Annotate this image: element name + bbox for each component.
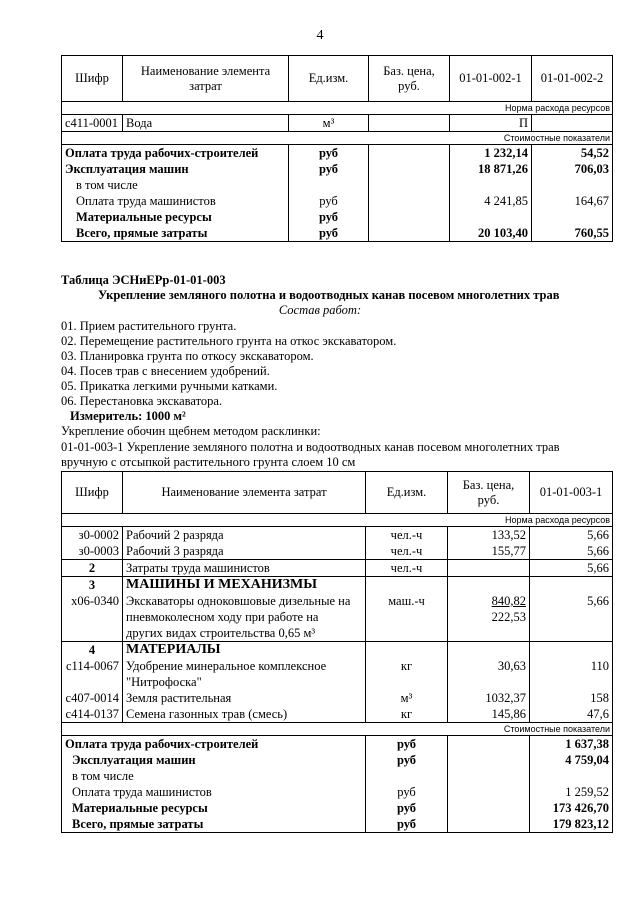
work-item: 06. Перестановка экскаватора. (61, 394, 223, 408)
table-row: Оплата труда рабочих-строителей руб 1 637,38 (62, 736, 613, 753)
composition-title: Состав работ: (278, 303, 362, 317)
table-row: Материальные ресурсы руб 173 426,70 (62, 800, 613, 816)
table-row: с407-0014 Земля растительная м³ 1032,37 158 (62, 690, 613, 706)
measure-unit: Измеритель: 1000 м² (70, 409, 186, 423)
slope-line: Укрепление обочин щебнем методом расклинки: (61, 424, 321, 438)
table-subtitle: Укрепление земляного полотна и водоотводных канав посевом многолетних трав (98, 288, 560, 302)
section-row: 4 МАТЕРИАЛЫ (62, 642, 613, 659)
cost-band: Стоимостные показатели (62, 723, 613, 736)
table-row: з0-0002 Рабочий 2 разряда чел.-ч 133,52 5,66 (62, 527, 613, 544)
header-price: Баз. цена, руб. (369, 56, 450, 102)
table-row: с414-0137 Семена газонных трав (смесь) кг 145,86 47,6 (62, 706, 613, 723)
header-unit: Ед.изм. (289, 56, 369, 102)
norm-band: Норма расхода ресурсов (62, 514, 613, 527)
table-row: Эксплуатация машин руб 18 871,26 706,03 (62, 161, 613, 177)
header-code: Шифр (62, 472, 123, 514)
table-row: в том числе (62, 768, 613, 784)
table-row: х06-0340 Экскаваторы одноковшовые дизельные на пневмоколесном ходу при работе на других видах строительства 0,65 м³ маш.-ч 840,82 222,53 5,66 (62, 593, 613, 642)
table-row: з0-0003 Рабочий 3 разряда чел.-ч 155,77 5,66 (62, 543, 613, 560)
work-item: 04. Посев трав с внесением удобрений. (61, 364, 270, 378)
table-row: 2 Затраты труда машинистов чел.-ч 5,66 (62, 560, 613, 577)
header-name: Наименование элемента затрат (123, 56, 289, 102)
norm-band: Норма расхода ресурсов (62, 102, 613, 115)
table-header (62, 56, 613, 102)
table-header (62, 472, 613, 514)
table-row: Всего, прямые затраты руб 20 103,40 760,55 (62, 225, 613, 242)
work-item: 03. Планировка грунта по откосу экскаватором. (61, 349, 314, 363)
header-col-2: 01-01-002-2 (532, 56, 613, 102)
table-row: Материальные ресурсы руб (62, 209, 613, 225)
section-row: 3 МАШИНЫ И МЕХАНИЗМЫ (62, 577, 613, 594)
header-unit: Ед.изм. (366, 472, 448, 514)
header-col-1: 01-01-002-1 (450, 56, 532, 102)
table-row: с411-0001 Вода м³ П (62, 115, 613, 132)
cost-band: Стоимостные показатели (62, 132, 613, 145)
table-row: Оплата труда машинистов руб 4 241,85 164,67 (62, 193, 613, 209)
header-col-1: 01-01-003-1 (530, 472, 613, 514)
item-line: 01-01-003-1 Укрепление земляного полотна и водоотводных канав посевом многолетних трав (61, 440, 560, 454)
item-line: вручную с отсыпкой растительного грунта слоем 10 см (61, 455, 356, 469)
table-row: Оплата труда рабочих-строителей руб 1 232,14 54,52 (62, 145, 613, 162)
work-item: 01. Прием растительного грунта. (61, 319, 237, 333)
header-price: Баз. цена, руб. (448, 472, 530, 514)
work-item: 02. Перемещение растительного грунта на откос экскаватором. (61, 334, 397, 348)
table-row: Эксплуатация машин руб 4 759,04 (62, 752, 613, 768)
resource-table-1 (61, 55, 613, 242)
work-item: 05. Прикатка легкими ручными катками. (61, 379, 278, 393)
header-name: Наименование элемента затрат (123, 472, 366, 514)
header-code: Шифр (62, 56, 123, 102)
page-number: 4 (316, 28, 324, 43)
table-row: в том числе (62, 177, 613, 193)
table-title: Таблица ЭСНиЕРр-01-01-003 (61, 273, 226, 287)
table-row: с114-0067 Удобрение минеральное комплексное "Нитрофоска" кг 30,63 110 (62, 658, 613, 690)
table-row: Оплата труда машинистов руб 1 259,52 (62, 784, 613, 800)
resource-table-2 (61, 471, 613, 833)
table-row: Всего, прямые затраты руб 179 823,12 (62, 816, 613, 833)
